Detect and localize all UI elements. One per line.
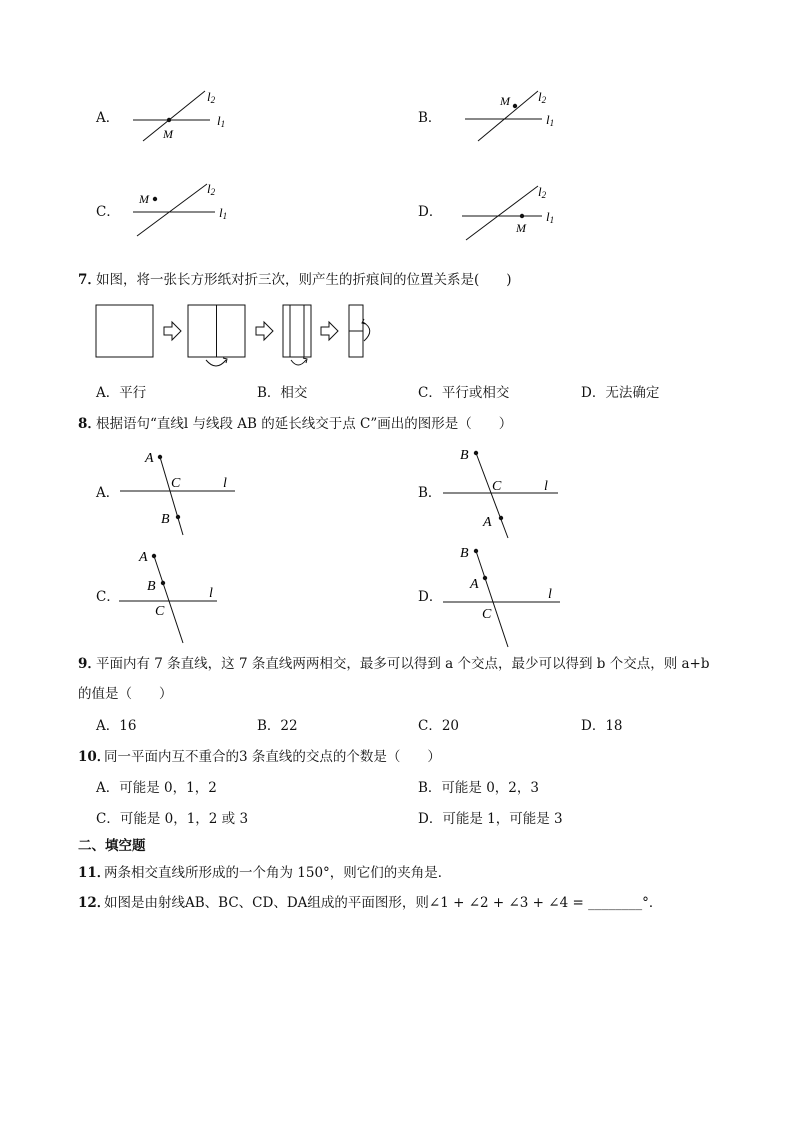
- q7-choice-a[interactable]: A．平行: [96, 385, 147, 401]
- svg-text:A: A: [483, 515, 492, 530]
- q10-text: 同一平面内互不重合的3 条直线的交点的个数是（ ）: [104, 749, 441, 765]
- svg-text:B: B: [460, 546, 469, 561]
- q10-choice-c[interactable]: C．可能是 0，1，2 或 3: [96, 811, 249, 827]
- q9-choice-a[interactable]: A．16: [96, 718, 137, 734]
- q10-choice-a[interactable]: A．可能是 0，1，2: [96, 780, 217, 796]
- q9-number: 9．: [78, 656, 101, 672]
- svg-text:C: C: [492, 479, 502, 494]
- q9-text-line2: 的值是（ ）: [78, 686, 173, 702]
- q8-option-a-letter: A．: [96, 485, 120, 501]
- q7-choice-d[interactable]: D．无法确定: [581, 385, 660, 401]
- q8-option-d-figure: [438, 540, 568, 650]
- q11-text: 两条相交直线所形成的一个角为 150°，则它们的夹角是．: [104, 865, 452, 881]
- q7-number: 7．: [78, 272, 101, 288]
- q12-text: 如图是由射线AB、BC、CD、DA组成的平面图形，则∠1 + ∠2 + ∠3 + ∠4 = ________°．: [104, 895, 663, 911]
- q10-number: 10．: [78, 749, 111, 765]
- section-title-fill-in: 二、填空题: [78, 838, 146, 854]
- q7-folding-figure: [92, 300, 392, 372]
- q7-choice-b[interactable]: B．相交: [257, 385, 308, 401]
- svg-text:C: C: [171, 476, 181, 491]
- q7-choice-c[interactable]: C．平行或相交: [418, 385, 510, 401]
- svg-text:M: M: [139, 192, 149, 206]
- svg-text:C: C: [155, 604, 165, 619]
- q9-choice-b[interactable]: B．22: [257, 718, 298, 734]
- q7-text: 如图，将一张长方形纸对折三次，则产生的折痕间的位置关系是( ): [96, 272, 512, 288]
- q6-option-c-letter: C．: [96, 204, 120, 220]
- q11-number: 11．: [78, 865, 111, 881]
- q12-number: 12．: [78, 895, 111, 911]
- q9-text-line1: 平面内有 7 条直线，这 7 条直线两两相交，最多可以得到 a 个交点，最少可以得到 b 个交点，则 a+b: [96, 656, 710, 672]
- svg-text:l1: l1: [217, 113, 226, 129]
- q8-option-c-letter: C．: [96, 589, 120, 605]
- q9-choice-d[interactable]: D．18: [581, 718, 623, 734]
- q8-option-a-figure: [115, 445, 245, 540]
- svg-text:A: A: [145, 451, 154, 466]
- svg-text:l: l: [209, 586, 213, 601]
- q8-text: 根据语句“直线l 与线段 AB 的延长线交于点 C”画出的图形是（ ）: [96, 416, 513, 432]
- svg-text:l1: l1: [546, 112, 555, 128]
- svg-text:A: A: [470, 577, 479, 592]
- svg-text:l2: l2: [207, 181, 216, 197]
- svg-text:l1: l1: [546, 209, 555, 225]
- svg-text:l2: l2: [538, 89, 547, 105]
- q8-option-b-figure: [438, 442, 568, 542]
- svg-text:B: B: [460, 448, 469, 463]
- q8-number: 8．: [78, 416, 101, 432]
- q6-option-a-figure: [125, 85, 245, 145]
- q6-option-d-figure: [460, 178, 580, 244]
- svg-text:A: A: [139, 550, 148, 565]
- svg-text:B: B: [161, 512, 170, 527]
- svg-text:M: M: [500, 94, 510, 108]
- svg-text:B: B: [147, 579, 156, 594]
- svg-text:l1: l1: [219, 205, 228, 221]
- q8-option-d-letter: D．: [418, 589, 443, 605]
- svg-text:M: M: [163, 127, 173, 141]
- q6-option-c-figure: [125, 178, 245, 240]
- q10-choice-d[interactable]: D．可能是 1，可能是 3: [418, 811, 563, 827]
- q8-option-c-figure: [115, 543, 245, 648]
- q6-option-d-letter: D．: [418, 204, 443, 220]
- q9-choice-c[interactable]: C．20: [418, 718, 460, 734]
- q8-option-b-letter: B．: [418, 485, 442, 501]
- svg-text:C: C: [482, 607, 492, 622]
- q6-option-a-letter: A．: [96, 110, 120, 126]
- svg-text:l: l: [548, 587, 552, 602]
- svg-text:M: M: [516, 221, 526, 235]
- svg-text:l2: l2: [538, 184, 547, 200]
- q10-choice-b[interactable]: B．可能是 0，2，3: [418, 780, 539, 796]
- svg-text:l: l: [544, 479, 548, 494]
- svg-text:l: l: [223, 476, 227, 491]
- svg-text:l2: l2: [207, 89, 216, 105]
- q6-option-b-letter: B．: [418, 110, 442, 126]
- q6-option-b-figure: [460, 85, 580, 145]
